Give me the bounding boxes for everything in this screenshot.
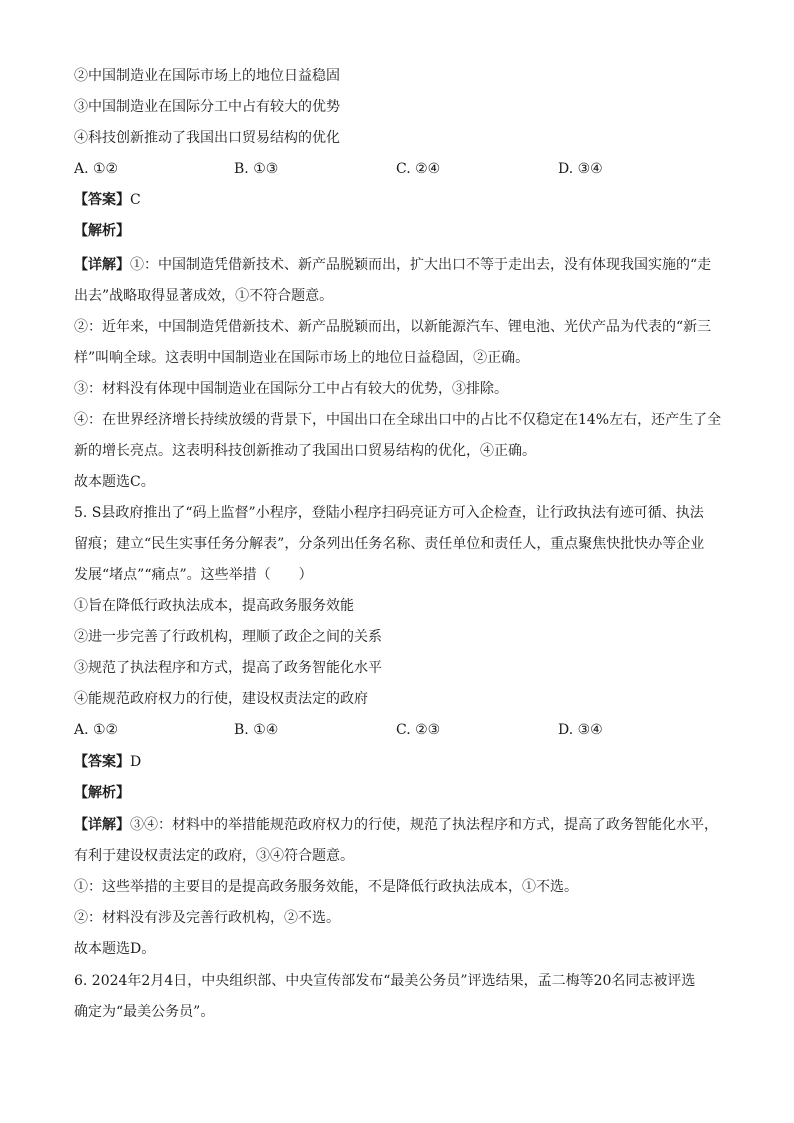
q5-statement-4: ④能规范政府权力的行使，建设权责法定的政府 — [74, 691, 368, 707]
q5-statement-1: ①旨在降低行政执法成本，提高政务服务效能 — [74, 598, 354, 614]
q5-option-a: A. ①② — [74, 722, 119, 738]
answer-label: 【答案】 — [74, 754, 130, 770]
q6-stem-line: 6. 2024年2月4日，中央组织部、中央宣传部发布“最美公务员”评选结果，孟二梅等20名同志被评选 — [74, 973, 696, 989]
detail-text: ①：中国制造凭借新技术、新产品脱颖而出，扩大出口不等于走出去，没有体现我国实施的“走 — [130, 257, 712, 273]
q4-options — [74, 159, 724, 179]
q4-analysis-label: 【解析】 — [74, 223, 130, 239]
q6-stem-line: 确定为“最美公务员”。 — [74, 1004, 215, 1020]
q5-stem-line: 5. S县政府推出了“码上监督”小程序，登陆小程序扫码亮证方可入企检查，让行政执法有迹可循、执法 — [74, 505, 704, 521]
q5-detail-line — [74, 815, 724, 835]
q4-answer — [74, 190, 724, 210]
answer-value: D — [130, 754, 142, 770]
q4-option-b: B. ①③ — [234, 161, 279, 177]
q4-statement-2: ②中国制造业在国际市场上的地位日益稳固 — [74, 68, 340, 84]
q4-detail-line: 新的增长亮点。这表明科技创新推动了我国出口贸易结构的优化，④正确。 — [74, 443, 536, 459]
detail-label: 【详解】 — [74, 257, 130, 273]
q5-stem-line: 发展“堵点”“痛点”。这些举措（ ） — [74, 567, 313, 583]
q4-detail-line: ③：材料没有体现中国制造业在国际分工中占有较大的优势，③排除。 — [74, 381, 508, 397]
answer-label: 【答案】 — [74, 192, 130, 208]
q5-stem-line: 留痕；建立“民生实事任务分解表”，分条列出任务名称、责任单位和责任人，重点聚焦快批快办等企业 — [74, 536, 705, 552]
q5-detail-line: 有利于建设权责法定的政府，③④符合题意。 — [74, 848, 354, 864]
q4-detail-line: 样”叫响全球。这表明中国制造业在国际市场上的地位日益稳固，②正确。 — [74, 350, 530, 366]
q4-statement-3: ③中国制造业在国际分工中占有较大的优势 — [74, 99, 340, 115]
q4-detail-line — [74, 255, 724, 275]
detail-text: ③④：材料中的举措能规范政府权力的行使，规范了执法程序和方式，提高了政务智能化水平， — [130, 817, 718, 833]
q5-analysis-label: 【解析】 — [74, 785, 130, 801]
q4-conclusion: 故本题选C。 — [74, 474, 155, 490]
q5-detail-line: ②：材料没有涉及完善行政机构，②不选。 — [74, 910, 340, 926]
detail-label: 【详解】 — [74, 817, 130, 833]
q5-option-b: B. ①④ — [234, 722, 279, 738]
q5-options — [74, 720, 724, 740]
q4-option-a: A. ①② — [74, 161, 119, 177]
q4-option-d: D. ③④ — [558, 161, 603, 177]
q5-conclusion: 故本题选D。 — [74, 941, 156, 957]
q5-option-c: C. ②③ — [396, 722, 441, 738]
q5-detail-line: ①：这些举措的主要目的是提高政务服务效能，不是降低行政执法成本，①不选。 — [74, 879, 578, 895]
q4-detail-line: ④：在世界经济增长持续放缓的背景下，中国出口在全球出口中的占比不仅稳定在14%左右，还产生了全 — [74, 412, 722, 428]
answer-value: C — [130, 192, 141, 208]
q4-statement-4: ④科技创新推动了我国出口贸易结构的优化 — [74, 130, 340, 146]
q4-detail-line: 出去”战略取得显著成效，①不符合题意。 — [74, 288, 334, 304]
q5-answer — [74, 752, 724, 772]
q5-statement-2: ②进一步完善了行政机构，理顺了政企之间的关系 — [74, 629, 382, 645]
q4-detail-line: ②：近年来，中国制造凭借新技术、新产品脱颖而出，以新能源汽车、锂电池、光伏产品为代表的“新三 — [74, 319, 712, 335]
q5-statement-3: ③规范了执法程序和方式，提高了政务智能化水平 — [74, 660, 382, 676]
q4-option-c: C. ②④ — [396, 161, 441, 177]
q5-option-d: D. ③④ — [558, 722, 603, 738]
